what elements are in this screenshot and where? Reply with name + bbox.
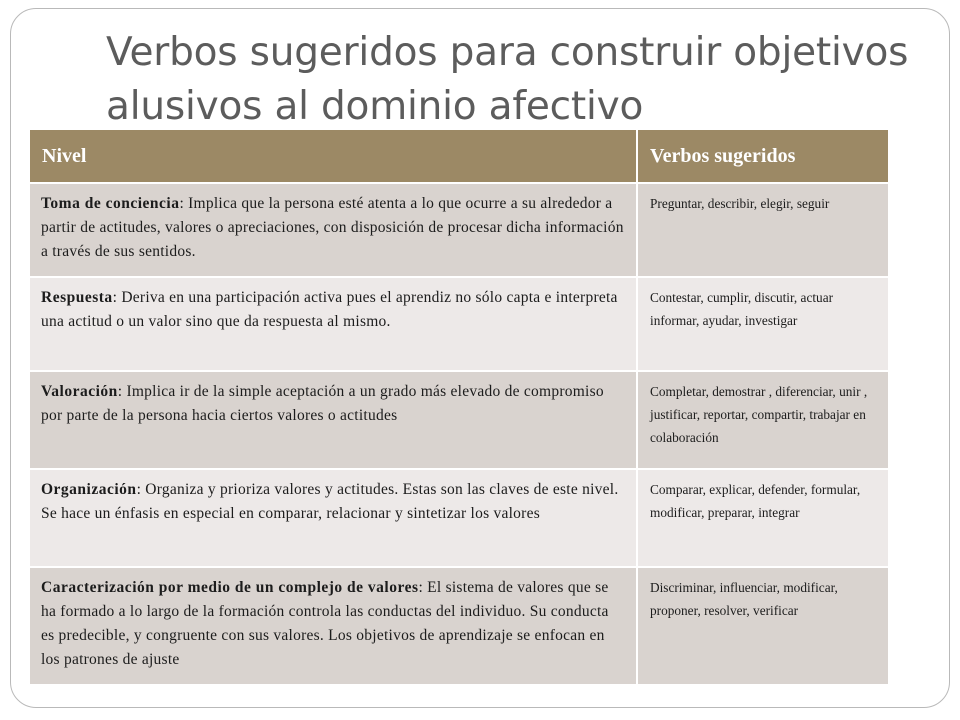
level-name: Organización xyxy=(41,481,137,498)
level-description: : Implica ir de la simple aceptación a un grado más elevado de compromiso por parte de la persona hacia ciertos valores o actitudes xyxy=(41,383,604,424)
verbs-cell-valoracion: Completar, demostrar , diferenciar, unir , justificar, reportar, compartir, trabajar en colaboración xyxy=(638,372,888,468)
slide-title: Verbos sugeridos para construir objetivos alusivos al dominio afectivo xyxy=(106,30,909,129)
level-description: : Deriva en una participación activa pues el aprendiz no sólo capta e interpreta una actitud o un valor sino que da respuesta al mismo. xyxy=(41,289,618,330)
verbs-cell-respuesta: Contestar, cumplir, discutir, actuar informar, ayudar, investigar xyxy=(638,278,888,370)
level-name: Toma de conciencia xyxy=(41,195,180,212)
verbs-table xyxy=(30,130,886,674)
verbs-cell-caracterizacion: Discriminar, influenciar, modificar, proponer, resolver, verificar xyxy=(638,568,888,684)
level-cell-valoracion xyxy=(30,372,636,468)
level-name: Valoración xyxy=(41,383,118,400)
level-cell-organizacion xyxy=(30,470,636,566)
level-name: Caracterización por medio de un complejo de valores xyxy=(41,579,419,596)
level-cell-caracterizacion xyxy=(30,568,636,684)
header-verbos-sugeridos: Verbos sugeridos xyxy=(638,130,888,182)
level-description: : Implica que la persona esté atenta a lo que ocurre a su alrededor a partir de actitudes, valores o apreciaciones, con disposición de procesar dicha información a través de sus sentidos. xyxy=(41,195,624,260)
level-description: : Organiza y prioriza valores y actitudes. Estas son las claves de este nivel. Se hace un énfasis en especial en comparar, relacionar y sintetizar los valores xyxy=(41,481,619,522)
verbs-cell-toma-de-conciencia: Preguntar, describir, elegir, seguir xyxy=(638,184,888,276)
level-cell-respuesta xyxy=(30,278,636,370)
level-description: : El sistema de valores que se ha formado a lo largo de la formación controla las conductas del individuo. Su conducta es predecible, y congruente con sus valores. Los objetivos de aprendizaje se enfocan en los patrones de ajuste xyxy=(41,579,609,668)
verbs-cell-organizacion: Comparar, explicar, defender, formular, modificar, preparar, integrar xyxy=(638,470,888,566)
level-name: Respuesta xyxy=(41,289,113,306)
header-nivel: Nivel xyxy=(30,130,636,182)
level-cell-toma-de-conciencia xyxy=(30,184,636,276)
